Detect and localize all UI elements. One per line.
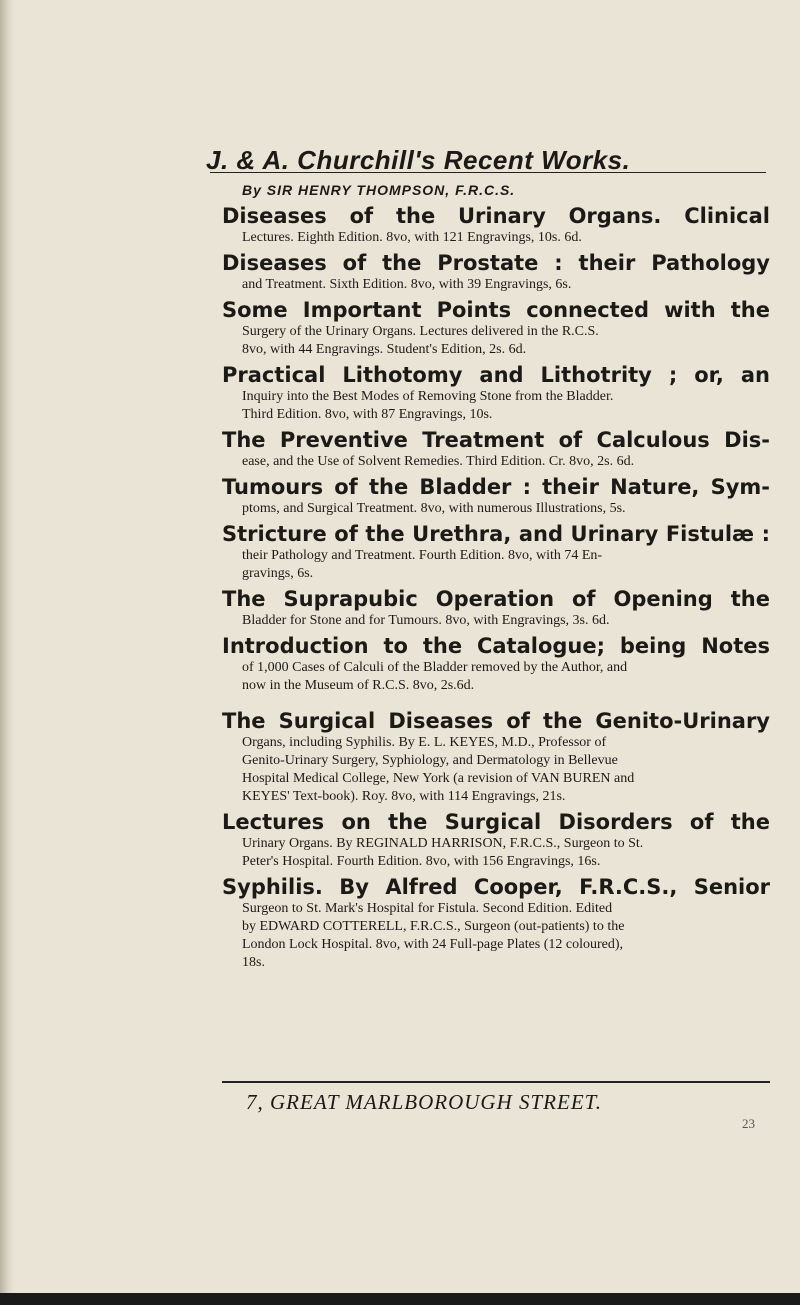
book-title: Some Important Points connected with the <box>222 298 770 322</box>
book-title: Diseases of the Urinary Organs. Clinical <box>222 204 770 228</box>
scan-bottom-edge <box>0 1293 800 1305</box>
publisher-address: 7, GREAT MARLBOROUGH STREET. <box>246 1090 603 1114</box>
description-line: ptoms, and Surgical Treatment. 8vo, with numerous Illustrations, 5s. <box>242 501 626 516</box>
description-line: Inquiry into the Best Modes of Removing Stone from the Bladder. <box>242 389 614 404</box>
book-title: Stricture of the Urethra, and Urinary Fistulæ : <box>222 522 770 546</box>
book-entry <box>222 633 770 695</box>
description-line: ease, and the Use of Solvent Remedies. Third Edition. Cr. 8vo, 2s. 6d. <box>242 454 635 469</box>
book-entry <box>222 708 770 806</box>
section-gap <box>222 698 770 708</box>
other-authors-works-list <box>222 708 770 972</box>
book-description <box>242 734 770 806</box>
book-description <box>242 388 770 424</box>
description-line: Third Edition. 8vo, with 87 Engravings, 10s. <box>242 407 493 422</box>
book-description <box>242 612 770 630</box>
book-entry <box>222 586 770 630</box>
book-description <box>242 276 770 294</box>
description-line: of 1,000 Cases of Calculi of the Bladder removed by the Author, and <box>242 660 628 675</box>
book-description <box>242 835 770 871</box>
book-entry <box>222 427 770 471</box>
description-line: 8vo, with 44 Engravings. Student's Edition, 2s. 6d. <box>242 342 527 357</box>
description-line: Urinary Organs. By REGINALD HARRISON, F.R.C.S., Surgeon to St. <box>242 836 644 851</box>
book-title: The Surgical Diseases of the Genito-Urinary <box>222 709 770 733</box>
book-title: Practical Lithotomy and Lithotrity ; or, an <box>222 363 770 387</box>
book-description <box>242 900 770 972</box>
book-description <box>242 500 770 518</box>
book-description <box>242 659 770 695</box>
description-line: Surgeon to St. Mark's Hospital for Fistula. Second Edition. Edited <box>242 901 613 916</box>
book-entry <box>222 474 770 518</box>
description-line: Organs, including Syphilis. By E. L. KEYES, M.D., Professor of <box>242 735 607 750</box>
description-line: and Treatment. Sixth Edition. 8vo, with 39 Engravings, 6s. <box>242 277 572 292</box>
book-entry <box>222 203 770 247</box>
description-line: Surgery of the Urinary Organs. Lectures delivered in the R.C.S. <box>242 324 599 339</box>
page-header-title: J. & A. Churchill's Recent Works. <box>206 145 631 175</box>
book-entry <box>222 250 770 294</box>
description-line: 18s. <box>242 955 265 970</box>
description-line: now in the Museum of R.C.S. 8vo, 2s.6d. <box>242 678 475 693</box>
book-description <box>242 547 770 583</box>
book-entry <box>222 297 770 359</box>
page-number: 23 <box>742 1116 755 1131</box>
description-line: Bladder for Stone and for Tumours. 8vo, with Engravings, 3s. 6d. <box>242 613 610 628</box>
author-line: By SIR HENRY THOMPSON, F.R.C.S. <box>242 182 516 198</box>
book-title: The Suprapubic Operation of Opening the <box>222 587 770 611</box>
description-line: gravings, 6s. <box>242 566 314 581</box>
book-entries <box>222 203 770 975</box>
book-title: Introduction to the Catalogue; being Notes <box>222 634 770 658</box>
header-rule <box>210 172 766 173</box>
description-line: their Pathology and Treatment. Fourth Edition. 8vo, with 74 En- <box>242 548 603 563</box>
book-description <box>242 229 770 247</box>
footer-rule <box>222 1081 770 1083</box>
book-description <box>242 323 770 359</box>
description-line: KEYES' Text-book). Roy. 8vo, with 114 Engravings, 21s. <box>242 789 566 804</box>
description-line: London Lock Hospital. 8vo, with 24 Full-page Plates (12 coloured), <box>242 937 624 952</box>
book-title: Lectures on the Surgical Disorders of the <box>222 810 770 834</box>
description-line: Hospital Medical College, New York (a revision of VAN BUREN and <box>242 771 635 786</box>
book-entry <box>222 874 770 972</box>
description-line: Peter's Hospital. Fourth Edition. 8vo, with 156 Engravings, 16s. <box>242 854 601 869</box>
description-line: by EDWARD COTTERELL, F.R.C.S., Surgeon (out-patients) to the <box>242 919 625 934</box>
book-title: Syphilis. By Alfred Cooper, F.R.C.S., Senior <box>222 875 770 899</box>
book-title: Diseases of the Prostate : their Pathology <box>222 251 770 275</box>
book-entry <box>222 521 770 583</box>
book-entry <box>222 809 770 871</box>
book-title: The Preventive Treatment of Calculous Dis- <box>222 428 770 452</box>
description-line: Genito-Urinary Surgery, Syphiology, and Dermatology in Bellevue <box>242 753 618 768</box>
thompson-works-list <box>222 203 770 695</box>
book-description <box>242 453 770 471</box>
book-title: Tumours of the Bladder : their Nature, Sym- <box>222 475 770 499</box>
description-line: Lectures. Eighth Edition. 8vo, with 121 Engravings, 10s. 6d. <box>242 230 582 245</box>
book-entry <box>222 362 770 424</box>
